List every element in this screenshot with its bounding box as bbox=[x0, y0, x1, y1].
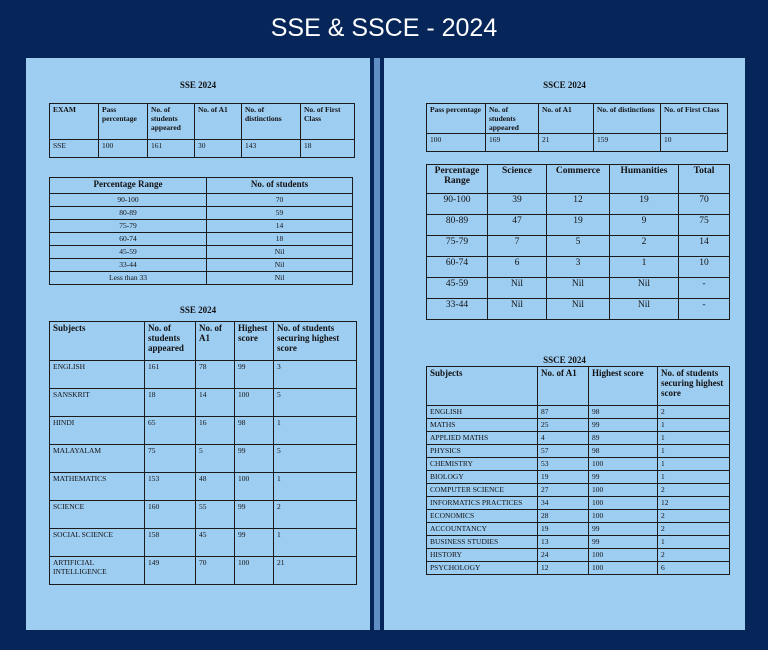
table-row bbox=[427, 458, 730, 471]
table-cell: MATHEMATICS bbox=[50, 473, 145, 501]
table-cell: 65 bbox=[145, 417, 196, 445]
table-header-row bbox=[427, 367, 730, 406]
table-cell: 27 bbox=[538, 484, 589, 497]
table-cell: 48 bbox=[196, 473, 235, 501]
table-cell: 90-100 bbox=[427, 194, 488, 215]
header-cell: Total bbox=[679, 165, 730, 194]
table-cell: 1 bbox=[274, 529, 357, 557]
table-cell: SSE bbox=[50, 140, 99, 158]
header-cell: No. of distinctions bbox=[594, 104, 661, 134]
table-row bbox=[50, 501, 357, 529]
table-cell: ARTIFICIAL INTELLIGENCE bbox=[50, 557, 145, 585]
table-cell: 45-59 bbox=[50, 246, 207, 259]
table-cell: ENGLISH bbox=[50, 361, 145, 389]
table-cell: 159 bbox=[594, 134, 661, 152]
header-cell: No. of students appeared bbox=[145, 322, 196, 361]
table-cell: 98 bbox=[235, 417, 274, 445]
table-cell: 12 bbox=[538, 562, 589, 575]
table-cell: 2 bbox=[658, 510, 730, 523]
table-row bbox=[427, 419, 730, 432]
table-row bbox=[427, 523, 730, 536]
table-cell: 158 bbox=[145, 529, 196, 557]
table-cell: 99 bbox=[589, 536, 658, 549]
table-cell: ENGLISH bbox=[427, 406, 538, 419]
table-row bbox=[427, 484, 730, 497]
table-cell: 100 bbox=[589, 510, 658, 523]
table-row bbox=[427, 299, 730, 320]
table-row bbox=[50, 389, 357, 417]
table-cell: 161 bbox=[148, 140, 195, 158]
header-cell: Commerce bbox=[547, 165, 610, 194]
header-cell: No. of students appeared bbox=[148, 104, 195, 140]
table-cell: 45 bbox=[196, 529, 235, 557]
sse-subjects-table bbox=[49, 321, 357, 585]
table-cell: 99 bbox=[589, 471, 658, 484]
table-cell: HISTORY bbox=[427, 549, 538, 562]
table-row bbox=[427, 562, 730, 575]
header-cell: No. of First Class bbox=[301, 104, 355, 140]
table-cell: 16 bbox=[196, 417, 235, 445]
table-cell: 4 bbox=[538, 432, 589, 445]
table-cell: 18 bbox=[145, 389, 196, 417]
table-cell: 19 bbox=[538, 471, 589, 484]
table-row bbox=[50, 194, 353, 207]
sse-overview-table bbox=[49, 103, 355, 158]
table-cell: 19 bbox=[547, 215, 610, 236]
table-cell: Nil bbox=[610, 278, 679, 299]
table-cell: 1 bbox=[658, 419, 730, 432]
table-cell: 1 bbox=[658, 445, 730, 458]
table-cell: Nil bbox=[610, 299, 679, 320]
table-cell: 100 bbox=[235, 473, 274, 501]
ssce-stream-range-table bbox=[426, 164, 730, 320]
table-cell: 5 bbox=[196, 445, 235, 473]
table-cell: 75-79 bbox=[50, 220, 207, 233]
table-row bbox=[50, 140, 355, 158]
header-cell: Subjects bbox=[50, 322, 145, 361]
table-cell: 60-74 bbox=[50, 233, 207, 246]
table-cell: 30 bbox=[195, 140, 242, 158]
table-cell: 6 bbox=[488, 257, 547, 278]
table-cell: 99 bbox=[589, 419, 658, 432]
header-cell: Humanities bbox=[610, 165, 679, 194]
table-row bbox=[50, 473, 357, 501]
table-cell: 100 bbox=[235, 557, 274, 585]
table-cell: 5 bbox=[274, 389, 357, 417]
header-cell: Highest score bbox=[589, 367, 658, 406]
table-cell: 5 bbox=[547, 236, 610, 257]
table-cell: 100 bbox=[589, 484, 658, 497]
table-cell: ECONOMICS bbox=[427, 510, 538, 523]
table-cell: 160 bbox=[145, 501, 196, 529]
sse-heading: SSE 2024 bbox=[179, 80, 217, 90]
table-cell: 99 bbox=[235, 501, 274, 529]
header-cell: No. of A1 bbox=[196, 322, 235, 361]
ssce-subjects-heading: SSCE 2024 bbox=[543, 355, 586, 365]
table-cell: 55 bbox=[196, 501, 235, 529]
table-cell: 143 bbox=[242, 140, 301, 158]
table-cell: 2 bbox=[610, 236, 679, 257]
table-header-row bbox=[50, 322, 357, 361]
table-cell: 80-89 bbox=[427, 215, 488, 236]
table-cell: 75-79 bbox=[427, 236, 488, 257]
ssce-overview-table bbox=[426, 103, 728, 152]
table-cell: 100 bbox=[589, 458, 658, 471]
table-cell: - bbox=[679, 299, 730, 320]
header-cell: Science bbox=[488, 165, 547, 194]
table-cell: 7 bbox=[488, 236, 547, 257]
table-row bbox=[427, 497, 730, 510]
table-cell: 100 bbox=[427, 134, 486, 152]
table-cell: Nil bbox=[488, 278, 547, 299]
table-cell: 1 bbox=[610, 257, 679, 278]
table-cell: SOCIAL SCIENCE bbox=[50, 529, 145, 557]
sse-subjects-heading: SSE 2024 bbox=[179, 305, 217, 315]
table-cell: 2 bbox=[658, 406, 730, 419]
table-row bbox=[427, 215, 730, 236]
table-cell: HINDI bbox=[50, 417, 145, 445]
table-cell: 70 bbox=[207, 194, 353, 207]
header-cell: Percentage Range bbox=[50, 178, 207, 194]
table-cell: 99 bbox=[235, 529, 274, 557]
table-cell: 75 bbox=[145, 445, 196, 473]
table-cell: 78 bbox=[196, 361, 235, 389]
table-cell: 59 bbox=[207, 207, 353, 220]
table-cell: 1 bbox=[658, 471, 730, 484]
table-cell: 1 bbox=[274, 417, 357, 445]
table-cell: 2 bbox=[274, 501, 357, 529]
table-cell: 98 bbox=[589, 445, 658, 458]
table-header-row bbox=[50, 104, 355, 140]
table-row bbox=[427, 194, 730, 215]
table-cell: 45-59 bbox=[427, 278, 488, 299]
header-cell: Subjects bbox=[427, 367, 538, 406]
table-row bbox=[50, 272, 353, 285]
table-cell: 99 bbox=[235, 361, 274, 389]
table-cell: 6 bbox=[658, 562, 730, 575]
table-cell: BUSINESS STUDIES bbox=[427, 536, 538, 549]
table-cell: Less than 33 bbox=[50, 272, 207, 285]
table-cell: 100 bbox=[589, 549, 658, 562]
table-cell: 1 bbox=[658, 432, 730, 445]
table-cell: - bbox=[679, 278, 730, 299]
table-cell: 25 bbox=[538, 419, 589, 432]
table-cell: 39 bbox=[488, 194, 547, 215]
table-row bbox=[50, 361, 357, 389]
page-divider bbox=[374, 58, 380, 630]
table-cell: ACCOUNTANCY bbox=[427, 523, 538, 536]
table-cell: 34 bbox=[538, 497, 589, 510]
table-cell: 98 bbox=[589, 406, 658, 419]
table-row bbox=[427, 134, 728, 152]
table-cell: 5 bbox=[274, 445, 357, 473]
table-cell: 14 bbox=[207, 220, 353, 233]
table-cell: 14 bbox=[679, 236, 730, 257]
table-cell: 149 bbox=[145, 557, 196, 585]
table-row bbox=[50, 557, 357, 585]
header-cell: Highest score bbox=[235, 322, 274, 361]
table-cell: 1 bbox=[658, 458, 730, 471]
table-cell: 100 bbox=[589, 562, 658, 575]
table-cell: 28 bbox=[538, 510, 589, 523]
header-cell: No. of First Class bbox=[661, 104, 728, 134]
table-cell: 19 bbox=[610, 194, 679, 215]
table-cell: 75 bbox=[679, 215, 730, 236]
table-cell: 47 bbox=[488, 215, 547, 236]
table-row bbox=[427, 510, 730, 523]
table-cell: SANSKRIT bbox=[50, 389, 145, 417]
table-cell: 3 bbox=[547, 257, 610, 278]
table-cell: PHYSICS bbox=[427, 445, 538, 458]
header-cell: No. of distinctions bbox=[242, 104, 301, 140]
page-title: SSE & SSCE - 2024 bbox=[270, 14, 498, 42]
table-header-row bbox=[427, 165, 730, 194]
table-cell: 19 bbox=[538, 523, 589, 536]
header-cell: No. of A1 bbox=[195, 104, 242, 140]
table-cell: 14 bbox=[196, 389, 235, 417]
table-cell: 13 bbox=[538, 536, 589, 549]
header-cell: No. of A1 bbox=[539, 104, 594, 134]
table-row bbox=[50, 445, 357, 473]
table-cell: Nil bbox=[207, 246, 353, 259]
header-cell: Percentage Range bbox=[427, 165, 488, 194]
table-cell: 12 bbox=[658, 497, 730, 510]
table-row bbox=[427, 278, 730, 299]
table-cell: 90-100 bbox=[50, 194, 207, 207]
table-cell: 33-44 bbox=[50, 259, 207, 272]
table-row bbox=[427, 549, 730, 562]
table-cell: Nil bbox=[207, 272, 353, 285]
table-cell: 2 bbox=[658, 549, 730, 562]
table-row bbox=[427, 406, 730, 419]
table-cell: 2 bbox=[658, 523, 730, 536]
table-cell: INFORMATICS PRACTICES bbox=[427, 497, 538, 510]
table-cell: APPLIED MATHS bbox=[427, 432, 538, 445]
table-cell: 10 bbox=[679, 257, 730, 278]
table-cell: 21 bbox=[274, 557, 357, 585]
header-cell: Pass percentage bbox=[99, 104, 148, 140]
table-cell: Nil bbox=[207, 259, 353, 272]
table-cell: 100 bbox=[235, 389, 274, 417]
header-cell: EXAM bbox=[50, 104, 99, 140]
table-cell: 10 bbox=[661, 134, 728, 152]
table-header-row bbox=[427, 104, 728, 134]
table-cell: COMPUTER SCIENCE bbox=[427, 484, 538, 497]
table-cell: 169 bbox=[486, 134, 539, 152]
table-cell: 9 bbox=[610, 215, 679, 236]
table-cell: SCIENCE bbox=[50, 501, 145, 529]
table-cell: 12 bbox=[547, 194, 610, 215]
table-row bbox=[50, 417, 357, 445]
table-row bbox=[50, 207, 353, 220]
table-cell: CHEMISTRY bbox=[427, 458, 538, 471]
table-header-row bbox=[50, 178, 353, 194]
table-cell: 21 bbox=[539, 134, 594, 152]
table-row bbox=[427, 432, 730, 445]
table-cell: 3 bbox=[274, 361, 357, 389]
table-cell: 60-74 bbox=[427, 257, 488, 278]
header-cell: No. of students securing highest score bbox=[658, 367, 730, 406]
table-cell: 89 bbox=[589, 432, 658, 445]
table-cell: Nil bbox=[547, 278, 610, 299]
table-cell: 87 bbox=[538, 406, 589, 419]
table-cell: 99 bbox=[589, 523, 658, 536]
table-cell: MATHS bbox=[427, 419, 538, 432]
table-row bbox=[50, 246, 353, 259]
header-cell: No. of students bbox=[207, 178, 353, 194]
ssce-heading: SSCE 2024 bbox=[543, 80, 586, 90]
table-row bbox=[427, 536, 730, 549]
table-cell: 153 bbox=[145, 473, 196, 501]
table-cell: 57 bbox=[538, 445, 589, 458]
table-cell: MALAYALAM bbox=[50, 445, 145, 473]
table-cell: 161 bbox=[145, 361, 196, 389]
table-cell: 1 bbox=[274, 473, 357, 501]
sse-percentage-range-table bbox=[49, 177, 353, 285]
table-cell: Nil bbox=[488, 299, 547, 320]
table-row bbox=[427, 236, 730, 257]
table-row bbox=[427, 445, 730, 458]
table-cell: Nil bbox=[547, 299, 610, 320]
table-row bbox=[50, 220, 353, 233]
header-cell: No. of A1 bbox=[538, 367, 589, 406]
table-row bbox=[427, 471, 730, 484]
table-row bbox=[50, 529, 357, 557]
table-cell: 100 bbox=[99, 140, 148, 158]
table-cell: 2 bbox=[658, 484, 730, 497]
ssce-subjects-table bbox=[426, 366, 730, 575]
table-cell: 1 bbox=[658, 536, 730, 549]
table-cell: 53 bbox=[538, 458, 589, 471]
header-cell: No. of students appeared bbox=[486, 104, 539, 134]
table-cell: 24 bbox=[538, 549, 589, 562]
header-cell: Pass percentage bbox=[427, 104, 486, 134]
table-cell: PSYCHOLOGY bbox=[427, 562, 538, 575]
table-cell: 80-89 bbox=[50, 207, 207, 220]
table-cell: 18 bbox=[207, 233, 353, 246]
header-cell: No. of students securing highest score bbox=[274, 322, 357, 361]
table-cell: 33-44 bbox=[427, 299, 488, 320]
table-cell: 18 bbox=[301, 140, 355, 158]
table-cell: 70 bbox=[196, 557, 235, 585]
table-cell: 70 bbox=[679, 194, 730, 215]
table-cell: BIOLOGY bbox=[427, 471, 538, 484]
table-row bbox=[427, 257, 730, 278]
table-row bbox=[50, 259, 353, 272]
table-row bbox=[50, 233, 353, 246]
table-cell: 99 bbox=[235, 445, 274, 473]
table-cell: 100 bbox=[589, 497, 658, 510]
